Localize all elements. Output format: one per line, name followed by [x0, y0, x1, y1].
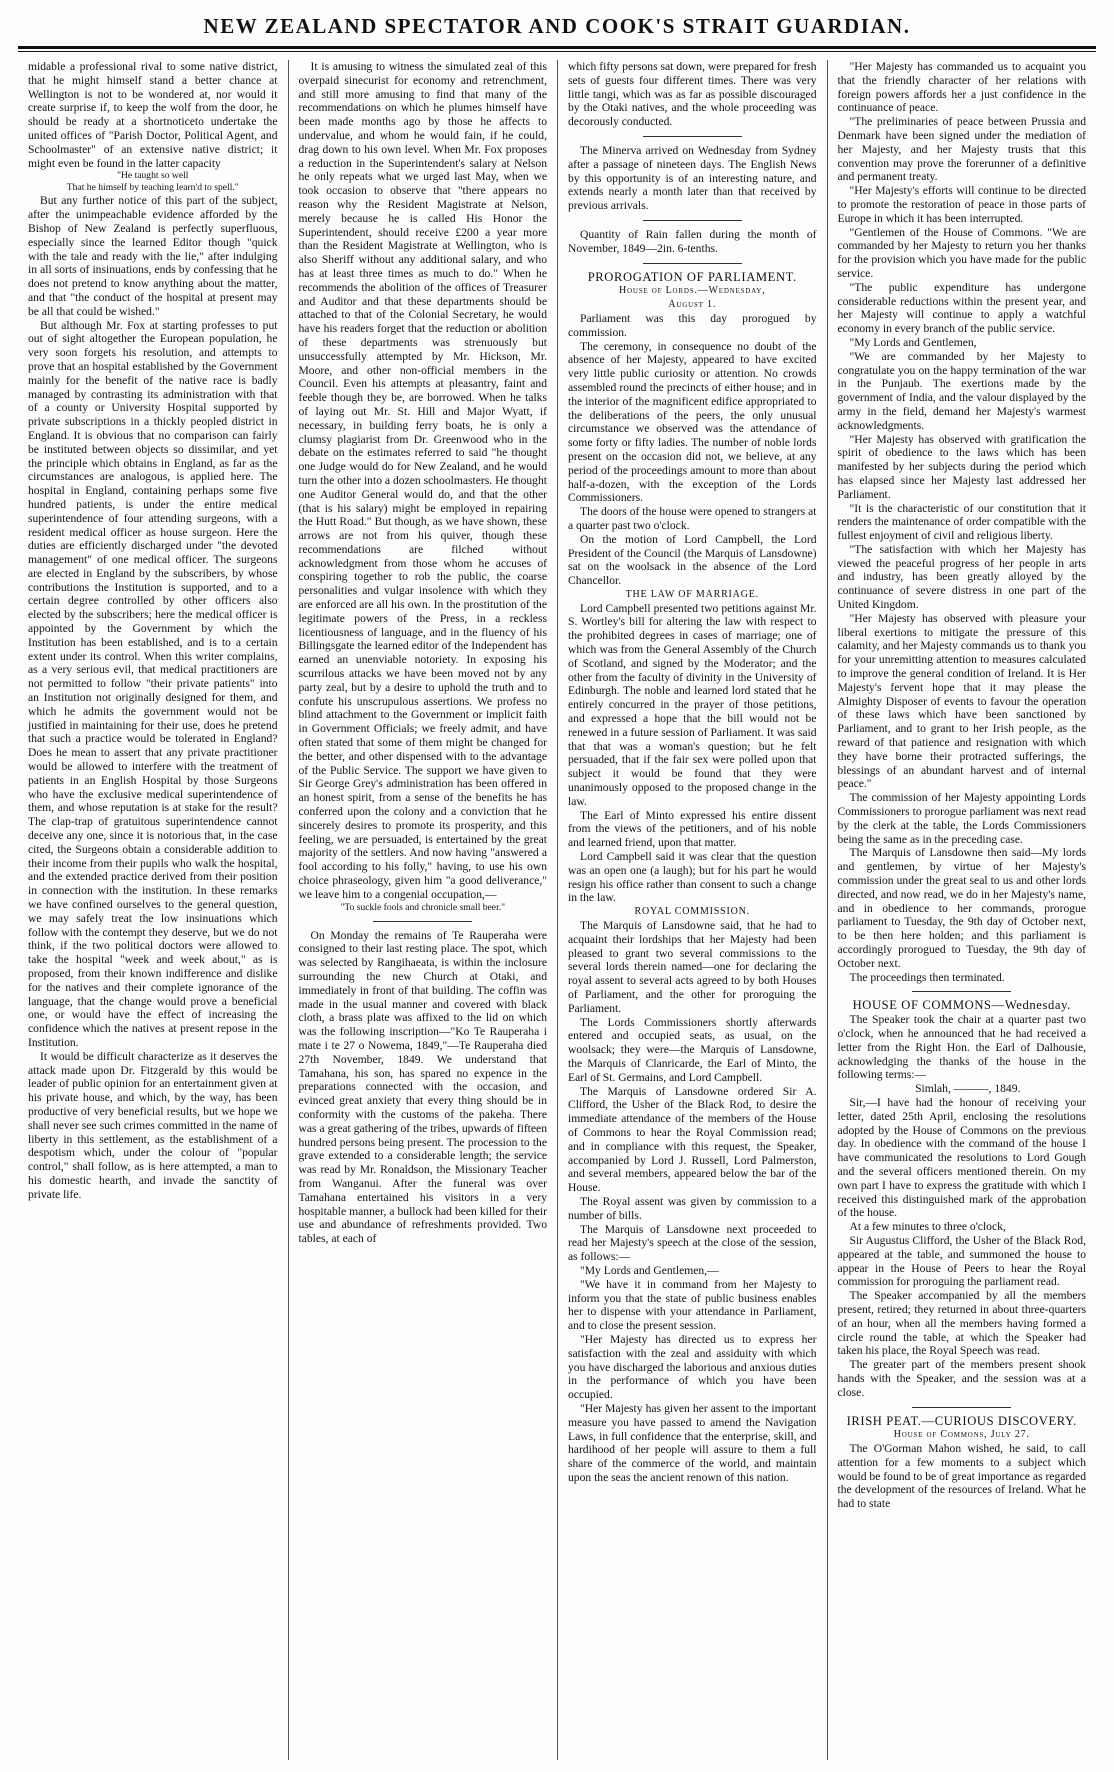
- section-subheading: House of Lords.—Wednesday,: [618, 285, 766, 297]
- columns: [18, 60, 1096, 1760]
- article-paragraph: The Marquis of Lansdowne said, that he had to acquaint their lordships that her Majesty had been pleased to grant two several commissions to the several lords therein named—one for declaring the royal assent to several acts agreed to by both Houses of Parliament, and the other for proroguing the Parliament.: [568, 919, 817, 1015]
- article-paragraph: The Royal assent was given by commission to a number of bills.: [568, 1194, 817, 1222]
- subsection-heading: ROYAL COMMISSION.: [634, 906, 750, 918]
- subsection-heading: THE LAW OF MARRIAGE.: [625, 588, 759, 600]
- article-paragraph: It is amusing to witness the simulated zeal of this overpaid sinecurist for economy and retrenchment, and still more amusing to find that many of the recommendations on which he plumes himself have been made months ago by those he affects to undervalue, and whom he would fain, if he could, drag down to his own level. When Mr. Fox proposes a reduction in the Superintendent's salary at Nelson he only repeats what we urged last May, when we took occasion to observe that "there appears no reason why the Resident Magistrate at Nelson, merely because he is called His Honor the Superintendent, should receive £200 a year more than the Resident Magistrate at Wellington, who is also Sheriff without any additional salary, and who has at least three times as much to do." When he recommends the abolition of the offices of Treasurer and Auditor and that these departments should be attached to that of the Colonial Secretary, he would have his readers forget that the reduction or abolition of these departments was strenuously but unsuccessfully attempted by Mr. Hickson, Mr. Moore, and other non-official members in the Council. Even his attempts at pleasantry, faint and feeble though they be, are borrowed. When he talks of laying out Mr. St. Hill and Major Wyatt, if necessary, in building ferry boats, he is only a clumsy plagiarist from Dr. Greenwood who in the debate on the estimates referred to said "he thought one Judge would do for New Zealand, and he would turn the other into a dozen schoolmasters. He thought one Auditor General would do, and that the other (that is his salary) might be employed in repairing the Hutt Road." But though, as we have shown, these arrows are not from his quiver, though these recommendations are filched without acknowledgment from those whom he accuses of conspiring together to rob the public, the coarse personalities and vulgar insolence with which they are enforced are all his own. In the prostitution of the legitimate powers of the Press, in a reckless licentiousness of language, and in the fluency of his Billingsgate the learned editor of the Independent has earned an unenviable notoriety. In exposing his scurrilous attacks we have been moved not by any party zeal, but by a desire to uphold the truth and to confute his unscrupulous assertions. We profess no blind attachment to the Government or implicit faith in Government Officials; we freely admit, and have often stated that some of them might be changed for the better, and other dispensed with to the advantage of the Public Service. The support we have given to Sir George Grey's administration has been offered in an honest spirit, from a sense of the benefits he has conferred upon the colony and a conviction that he sincerely desires to promote its prosperity, and this feeling, we are persuaded, is entertained by the great majority of the settlers. And now having "answered a fool according to his folly," having, to use his own choice phraseology, given him "a good deliverance," we leave him to a congenial occupation,—: [298, 60, 547, 901]
- rainfall-note: Quantity of Rain fallen during the month of November, 1849—2in. 6-tenths.: [568, 227, 817, 255]
- speech-paragraph: "My Lords and Gentlemen,: [849, 335, 977, 349]
- speech-paragraph: "My Lords and Gentlemen,—: [580, 1263, 719, 1277]
- masthead-rule: [18, 46, 1096, 52]
- section-subheading: House of Commons, July 27.: [893, 1429, 1030, 1441]
- speech-paragraph: "We are commanded by her Majesty to congratulate you on the happy termination of the war in the Punjaub. The exertions made by the government of India, and the valour displayed by the army in the field, demand her Majesty's warmest acknowledgments.: [837, 349, 1086, 432]
- article-paragraph: The proceedings then terminated.: [849, 970, 1005, 984]
- verse-quote: "He taught so well: [117, 170, 189, 182]
- article-paragraph: which fifty persons sat down, were prepared for fresh sets of guests four different times. There was very little tangi, which was as far as possible discouraged by the Otaki natives, and the whole proceeding was decorously conducted.: [568, 60, 817, 129]
- article-paragraph: At a few minutes to three o'clock,: [849, 1220, 1006, 1234]
- speech-paragraph: "Her Majesty has commanded us to acquaint you that the friendly character of her relations with foreign powers affords her a just confidence in the continuance of peace.: [837, 60, 1086, 115]
- article-paragraph: The Speaker took the chair at a quarter past two o'clock, when he announced that he had received a letter from the Right Hon. the Earl of Dalhousie, acknowledging the thanks of the house in the following terms:—: [837, 1013, 1086, 1082]
- article-paragraph: The ceremony, in consequence no doubt of the absence of her Majesty, appeared to have excited very little public curiosity or attention. No crowds assembled round the precincts of either house; and in the interior of the magnificent edifice appropriated to the deliberations of the peers, the only unusual circumstance we observed was the attendance of some forty or fifty ladies. The number of noble lords present on the occasion did not, we believe, at any period of the proceedings amount to more than about half-a-dozen, with the exception of the Lords Commissioners.: [568, 339, 817, 505]
- divider: [643, 220, 742, 221]
- article-paragraph: The Marquis of Lansdowne then said—My lords and gentlemen, by virtue of her Majesty's commission under the great seal to us and other lords directed, and now read, we do in her Majesty's name, and in obedience to her commands, prorogue parliament to Tuesday, the 9th day of October next, to be then here holden; and this parliament is accordingly prorogued to Tuesday, the 9th day of October next.: [837, 846, 1086, 970]
- speech-paragraph: "Her Majesty has directed us to express her satisfaction with the zeal and assiduity with which you have discharged the laborious and anxious duties in the performance of which you have been occupied.: [568, 1332, 817, 1402]
- article-paragraph: The greater part of the members present shook hands with the Speaker, and the session was at a close.: [837, 1358, 1086, 1399]
- article-paragraph: On Monday the remains of Te Rauperaha were consigned to their last resting place. The spot, which was selected by Rangihaeata, is within the inclosure surrounding the new Church at Otaki, and immediately in front of that building. The coffin was made in the usual manner and covered with black cloth, a brass plate was affixed to the lid on which was the following inscription—"Ko Te Rauperaha i mate i te 27 o Nowema, 1849,"—Te Rauperaha died 27th November, 1849. We understand that Tamahana, his son, has spared no expence in the preparations connected with the occasion, and evinced great anxiety that every thing should be in conformity with the customs of the pakeha. There was a great gathering of the tribes, upwards of fifteen hundred persons being present. The procession to the grave extended to a considerable length; the service was read by Mr. Ronaldson, the Missionary Teacher from Wanganui. After the funeral was over Tamahana entertained his visitors in a very hospitable manner, a bullock had been killed for their use and abundance of refreshments provided. Two tables, at each of: [298, 928, 547, 1246]
- article-paragraph: The Marquis of Lansdowne next proceeded to read her Majesty's speech at the close of the session, as follows:—: [568, 1222, 817, 1264]
- divider: [643, 136, 742, 137]
- article-paragraph: It would be difficult characterize as it deserves the attack made upon Dr. Fitzgerald by this would be leader of public opinion for an entertainment given at his private house, and which, by the way, has been productive of very beneficial results, but we hope we shall never see such crimes committed in the name of liberty in this settlement, as the establishment of a despotism which, under the colour of "popular control," shall follow, as is here attempted, a man to his domestic hearth, and invade the sanctity of private life.: [28, 1049, 278, 1201]
- column-4: [827, 60, 1097, 1760]
- speech-paragraph: "Gentlemen of the House of Commons. "We are commanded by her Majesty to return you her thanks for the provision which you have made for the public service.: [837, 225, 1086, 280]
- speech-paragraph: "The public expenditure has undergone considerable reductions within the present year, and her Majesty will continue to apply a watchful economy in every branch of the public service.: [837, 280, 1086, 336]
- section-date: August 1.: [668, 299, 717, 311]
- speech-paragraph: "Her Majesty's efforts will continue to be directed to promote the restoration of peace in those parts of Europe in which it has been interrupted.: [837, 184, 1086, 225]
- article-paragraph: But although Mr. Fox at starting professes to put out of sight altogether the European population, he very soon forgets his resolution, and attempts to prove that an hospital established by the Government mainly for the benefit of the native race is badly managed by contrasting its administration with that of a county or University Hospital supported by private subscriptions in a thickly peopled district in England. It is obvious that no comparison can fairly be instituted between objects so dissimilar, and yet the principle which obtains in England, as far as the circumstances are analogous, is applied here. The hospital in England, containing perhaps some five hundred patients, is under the entire medical superintendence of four attending surgeons, with a resident medical officer as house surgeon. Here the duties are efficiently discharged under "the devoted management" of one medical officer. The surgeons are elected in England by the subscribers, by whose contributions the Institution is supported, and to a certain degree controlled by other officers also elected by the subscribers; here the medical officer is appointed by the Government by which the Institution has been established, and is to a certain extent under its control. When this writer complains, as a very serious evil, that medical practitioners are not permitted to follow "their private patients" into an Institution not originally designed for them, and which he admits the government would not be justified in maintaining for their use, does he pretend that such a practice would be tolerated in England? Does he mean to assert that any private practitioner would be allowed to interfere with the treatment of patients in an English Hospital by those Surgeons who have the exclusive medical superintendence of them, and whose reputation is at stake for the result? The clap-trap of gratuitous superintendence cannot deceive any one, since it is notorious that, in the case cited, the Surgeons obtain a considerable addition to their income from their pupils who walk the hospital, and the extended practice derived from their position in connection with the institution. In these remarks we have confined ourselves to the general question, we may safely treat the low insinuations which follow with the contempt they deserve, but we do not think, if the two political doctors were allowed to take the hospital "week and week about," as is proposed, from their known indifference and dislike for the natives and their complete ignorance of the language, that the change would prove a beneficial one, or would have the effect of increasing the confidence which the natives at present repose in the Institution.: [28, 318, 278, 1049]
- divider: [912, 1407, 1011, 1408]
- article-paragraph: The Marquis of Lansdowne ordered Sir A. Clifford, the Usher of the Black Rod, to desire the immediate attendance of the members of the House of Commons to hear the Royal Commission read; and in compliance with this request, the Speaker, accompanied by Lord J. Russell, Lord Palmerston, and several members, appeared below the bar of the House.: [568, 1084, 817, 1195]
- article-paragraph: The Earl of Minto expressed his entire dissent from the views of the petitioners, and of his noble and learned friend, upon that matter.: [568, 808, 817, 850]
- divider: [643, 263, 742, 264]
- article-paragraph: On the motion of Lord Campbell, the Lord President of the Council (the Marquis of Lansdowne) sat on the woolsack in the absence of the Lord Chancellor.: [568, 532, 817, 588]
- article-paragraph: Lord Campbell said it was clear that the question was an open one (a laugh); but for his part he would resign his office rather than consent to such a change in the law.: [568, 850, 817, 905]
- letter-paragraph: Sir,—I have had the honour of receiving your letter, dated 25th April, enclosing the resolutions adopted by the House of Commons on the previous day. In obedience with the command of the house I have communicated the resolutions to Lord Gough and the several officers mentioned therein. On my own part I have to express the gratitude with which I received this distinguished mark of the approbation of the house.: [837, 1095, 1086, 1220]
- article-paragraph: The Speaker accompanied by all the members present, retired; they returned in about three-quarters of an hour, when all the members having formed a circle round the table, at which the Speaker had taken his place, the Royal Speech was read.: [837, 1289, 1086, 1358]
- news-paragraph: The Minerva arrived on Wednesday from Sydney after a passage of nineteen days. The English News by this opportunity is of an interesting nature, and extends nearly a month later than that received by previous arrivals.: [568, 143, 817, 213]
- masthead: NEW ZEALAND SPECTATOR AND COOK'S STRAIT GUARDIAN.: [203, 14, 911, 38]
- divider: [373, 921, 472, 922]
- article-paragraph: Sir Augustus Clifford, the Usher of the Black Rod, appeared at the table, and summoned the house to appear in the House of Peers to hear the Royal commission for proroguing the parliament read.: [837, 1233, 1086, 1289]
- article-paragraph: midable a professional rival to some native district, that he might himself stand a better chance at Wellington is not to be wondered at, nor would it create surprise if, to keep the wolf from the door, he should be ready at a shortnoticeto undertake the united offices of "Parish Doctor, Political Agent, and Schoolmaster" of an extensive native district; it might even be found in the latter capacity: [28, 60, 278, 170]
- article-paragraph: Parliament was this day prorogued by commission.: [568, 311, 817, 339]
- speech-paragraph: "It is the characteristic of our constitution that it renders the maintenance of order compatible with the fullest enjoyment of civil and religious liberty.: [837, 501, 1086, 543]
- column-2: [288, 60, 558, 1760]
- article-paragraph: The doors of the house were opened to strangers at a quarter past two o'clock.: [568, 505, 817, 532]
- divider: [912, 991, 1011, 992]
- column-1: [18, 60, 288, 1760]
- article-paragraph: Lord Campbell presented two petitions against Mr. S. Wortley's bill for altering the law with respect to the prohibited degrees in cases of marriage; one of which was from the General Assembly of the Church of Scotland, and signed by the Moderator; and the other from the faculty of divinity in the University of Edinburgh. The noble and learned lord stated that he entirely concurred in the prayer of those petitions, and expressed a hope that the bill would not be renewed in a future session of Parliament. It was said that that was a woman's question; but he felt persuaded, that if the fair sex were polled upon that subject it would be found that they were unanimously opposed to the proposed change in the law.: [568, 601, 817, 808]
- article-paragraph: But any further notice of this part of the subject, after the unimpeachable evidence afforded by the Bishop of New Zealand is perfectly superfluous, especially since the learned Editor though "quick with the tale and ready with the lie," after indulging in all sorts of insinuations, ends by confessing that he does not pretend to know anything about the matter, and that "the conduct of the hospital at present may be all that could be wished.": [28, 194, 278, 318]
- article-paragraph: The O'Gorman Mahon wished, he said, to call attention for a few moments to a subject which would be found to be of great importance as regarded the development of the resources of Ireland. What he had to state: [837, 1442, 1086, 1511]
- article-paragraph: The commission of her Majesty appointing Lords Commissioners to prorogue parliament was next read by the clerk at the table, the Lords Commissioners being the same as in the preceding case.: [837, 791, 1086, 846]
- speech-paragraph: "The preliminaries of peace between Prussia and Denmark have been signed under the mediation of her Majesty, and her Majesty trusts that this convention may prove the forerunner of a definitive and permanent treaty.: [837, 115, 1086, 184]
- column-3: [557, 60, 827, 1760]
- section-heading: HOUSE OF COMMONS—Wednesday.: [852, 998, 1071, 1013]
- speech-paragraph: "Her Majesty has given her assent to the important measure you have passed to amend the Navigation Laws, in full confidence that the enterprise, skill, and hardihood of her people will assure to them a full share of the commerce of the world, and maintain upon the seas the ancient renown of this nation.: [568, 1401, 817, 1484]
- speech-paragraph: "Her Majesty has observed with gratification the spirit of obedience to the laws which has been manifested by her subjects during the period which has elapsed since her Majesty last addressed her Parliament.: [837, 432, 1086, 501]
- speech-paragraph: "We have it in command from her Majesty to inform you that the state of public business enables her to dispense with your attendance in Parliament, and to close the present session.: [568, 1277, 817, 1333]
- section-heading: PROROGATION OF PARLIAMENT.: [587, 269, 797, 284]
- section-heading: IRISH PEAT.—CURIOUS DISCOVERY.: [846, 1413, 1077, 1428]
- speech-paragraph: "The satisfaction with which her Majesty has viewed the peaceful progress of her people in arts and industry, has been greatly alloyed by the continuance of severe distress in one part of the United Kingdom.: [837, 542, 1086, 612]
- speech-paragraph: "Her Majesty has observed with pleasure your liberal exertions to mitigate the pressure of this calamity, and her Majesty commands us to thank you for your unremitting attention to measures calculated to improve the general condition of Ireland. It is Her Majesty's fervent hope that it may please the Almighty Disposer of events to favour the operation of these laws which have been sanctioned by Parliament, and to grant to her Irish people, as the reward of that patience and resignation with which they have borne their protracted sufferings, the blessings of an abundant harvest and of internal peace.": [837, 611, 1086, 791]
- article-paragraph: The Lords Commissioners shortly afterwards entered and occupied seats, as usual, on the woolsack; they were—the Marquis of Lansdowne, the Marquis of Clanricarde, the Earl of Minto, the Earl of St. Germains, and Lord Campbell.: [568, 1015, 817, 1084]
- verse-quote: "To suckle fools and chronicle small beer.": [340, 901, 506, 913]
- letter-dateline: Simlah, ———, 1849.: [915, 1082, 1021, 1096]
- verse-quote: That he himself by teaching learn'd to spell.": [66, 182, 239, 194]
